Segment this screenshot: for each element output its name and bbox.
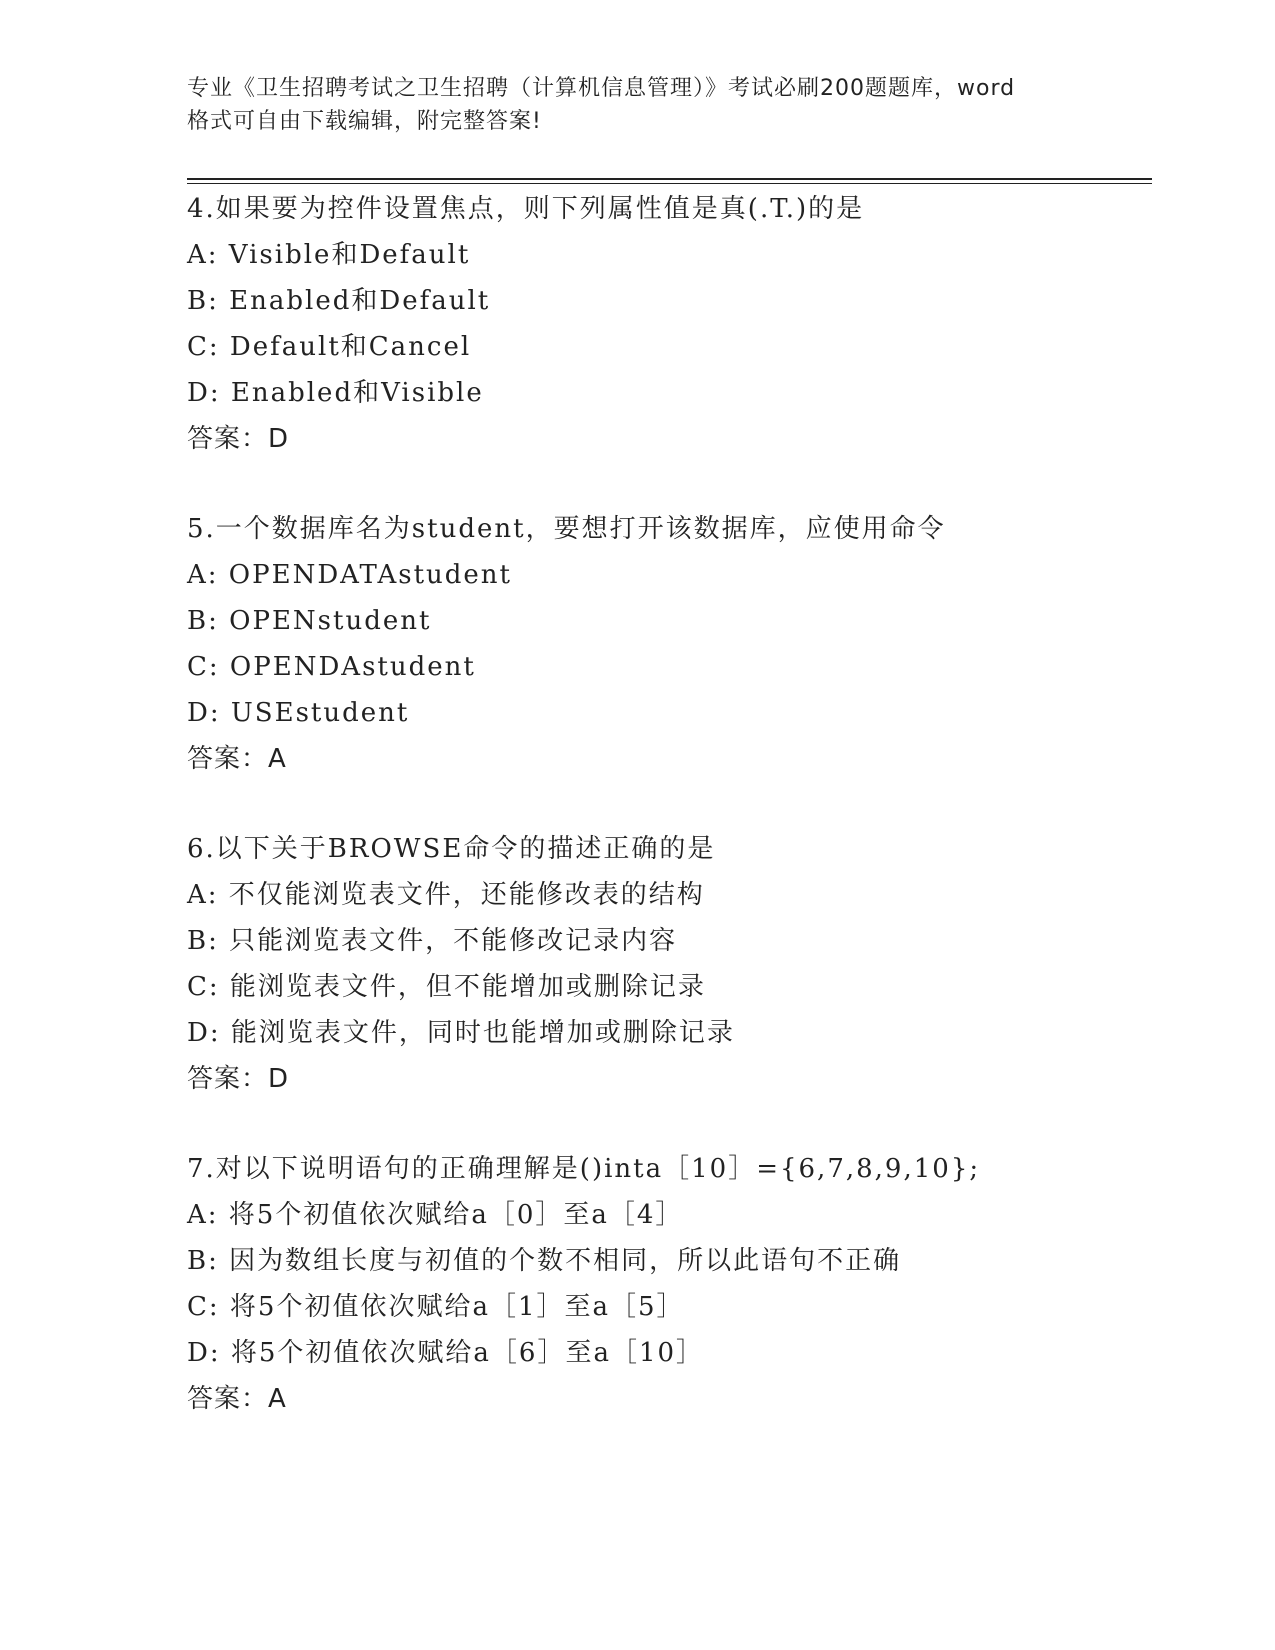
header-line-2: 格式可自由下载编辑，附完整答案! <box>187 109 542 134</box>
option-a: A: 将5个初值依次赋给a［0］至a［4］ <box>187 1200 684 1230</box>
question-4 <box>187 186 1152 462</box>
header-divider-thick <box>187 178 1152 180</box>
header-divider-thin <box>187 183 1152 184</box>
option-b: B: Enabled和Default <box>187 286 491 316</box>
question-stem: 7.对以下说明语句的正确理解是()inta［10］={6,7,8,9,10}; <box>187 1154 981 1184</box>
answer: 答案：D <box>187 424 290 454</box>
option-a: A: OPENDATAstudent <box>187 560 512 590</box>
question-5 <box>187 506 1152 782</box>
option-c: C: OPENDAstudent <box>187 652 476 682</box>
question-7 <box>187 1146 1152 1422</box>
option-c: C: Default和Cancel <box>187 332 472 362</box>
document-header <box>187 72 1087 138</box>
option-b: B: 只能浏览表文件，不能修改记录内容 <box>187 926 678 956</box>
option-c: C: 将5个初值依次赋给a［1］至a［5］ <box>187 1292 685 1322</box>
option-b: B: OPENstudent <box>187 606 432 636</box>
option-c: C: 能浏览表文件，但不能增加或删除记录 <box>187 972 706 1002</box>
question-stem: 5.一个数据库名为student，要想打开该数据库，应使用命令 <box>187 514 946 544</box>
option-a: A: 不仅能浏览表文件，还能修改表的结构 <box>187 880 705 910</box>
answer: 答案：A <box>187 744 287 774</box>
option-a: A: Visible和Default <box>187 240 471 270</box>
option-d: D: 将5个初值依次赋给a［6］至a［10］ <box>187 1338 705 1368</box>
question-stem: 6.以下关于BROWSE命令的描述正确的是 <box>187 834 716 864</box>
option-d: D: 能浏览表文件，同时也能增加或删除记录 <box>187 1018 735 1048</box>
answer: 答案：A <box>187 1384 287 1414</box>
option-d: D: USEstudent <box>187 698 410 728</box>
question-6 <box>187 826 1152 1102</box>
option-b: B: 因为数组长度与初值的个数不相同，所以此语句不正确 <box>187 1246 902 1276</box>
question-stem: 4.如果要为控件设置焦点，则下列属性值是真(.T.)的是 <box>187 194 865 224</box>
answer: 答案：D <box>187 1064 290 1094</box>
header-line-1: 专业《卫生招聘考试之卫生招聘（计算机信息管理）》考试必刷200题题库，word <box>187 76 1016 101</box>
option-d: D: Enabled和Visible <box>187 378 484 408</box>
